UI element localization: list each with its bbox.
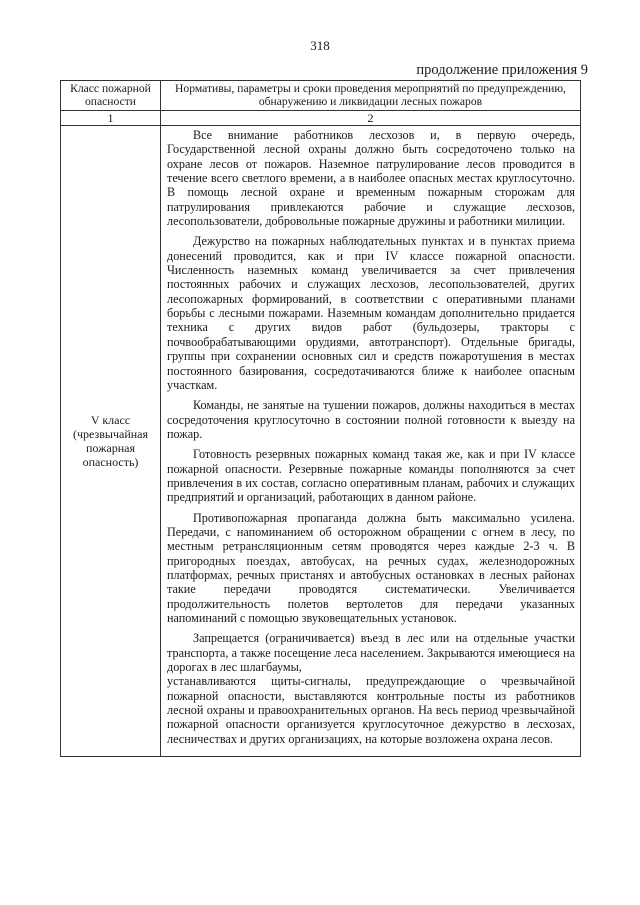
paragraph-reserve: Готовность резервных пожарных команд такая же, как и при IV классе пожарной опасности. Резервные пожарные команды пополняются за счет привлечения в их состав, согласно оперативным планам, рабочих и служащих предприятий и организаций, работающих в данном районе. [167,447,575,505]
fire-danger-table [60,80,581,757]
column-header-norms: Нормативы, параметры и сроки проведения мероприятий по предупреждению, обнаружению и ликвидации лесных пожаров [161,81,581,111]
paragraph-signs: устанавливаются щиты-сигналы, предупреждающие о чрезвычайной пожарной опасности, выставляются контрольные посты из работников лесной охраны и правоохранительных органов. На весь период чрезвычайной пожарной опасности организуется круглосуточное дежурство в лесхозах, лесничествах и других организациях, на которые возложена охрана лесов. [167,674,575,746]
column-number-1: 1 [61,111,161,126]
paragraph-attention: Все внимание работников лесхозов и, в первую очередь, Государственной лесной охраны должно быть сосредоточено только на охране лесов от пожаров. Наземное патрулирование лесов проводится в течение всего светлого времени, а в наиболее опасных местах круглосуточно. В помощь лесной охране и временным пожарным сторожам для патрулирования привлекаются рабочие и служащие лесхозов, лесопользователи, добровольные пожарные дружины и работники милиции. [167,128,575,229]
paragraph-restrictions: Запрещается (ограничивается) въезд в лес или на отдельные участки транспорта, а также посещение леса населением. Закрываются имеющиеся на дорогах в лес шлагбаумы, [167,631,575,675]
table-row [61,126,581,757]
measures-cell [161,126,581,757]
table-header-row [61,81,581,111]
page-number: 318 [310,38,330,53]
paragraph-propaganda: Противопожарная пропаганда должна быть максимально усилена. Передачи, с напоминанием об осторожном обращении с огнем в лесу, по местным ретрансляционным сетям проводятся через каждые 2-3 ч. В пригородных поездах, автобусах, на речных судах, железнодорожных платформах, речных пристанях и автобусных остановках в лесных районах такие передачи проводятся систематически. Увеличивается продолжительность полетов вертолетов для передачи указанных напоминаний с помощью звуковещательных установок. [167,510,575,625]
paragraph-teams: Команды, не занятые на тушении пожаров, должны находиться в местах сосредоточения круглосуточно в состоянии полной готовности к выезду на пожар. [167,398,575,441]
paragraph-duty: Дежурство на пожарных наблюдательных пунктах и в пунктах приема донесений проводится, как и при IV классе пожарной опасности. Численность наземных команд увеличивается за счет привлечения постоянных рабочих и служащих лесхозов, лесопользователей, других лесопожарных формирований, в соответствии с оперативными планами борьбы с лесными пожарами. Наземным командам дополнительно придается техника с других видов работ (бульдозеры, тракторы с почвообрабатывающими орудиями, автотранспорт). Отдельные бригады, группы при сохранении основных сил и средств пожаротушения в местах постоянного базирования, сосредотачиваются ближе к наиболее опасным участкам. [167,234,575,392]
column-number-row [61,111,581,126]
column-header-class: Класс пожарной опасности [61,81,161,111]
fire-class-label: V класс (чрезвычайная пожарная опасность) [61,126,161,757]
column-number-2: 2 [161,111,581,126]
appendix-continuation-label: продолжение приложения 9 [416,62,588,78]
